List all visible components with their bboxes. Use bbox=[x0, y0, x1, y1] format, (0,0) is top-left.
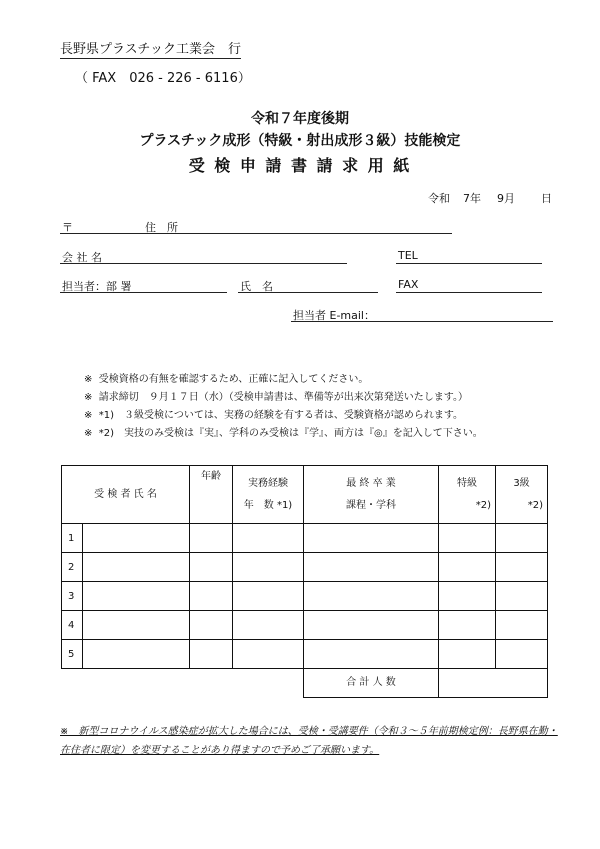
table-row bbox=[62, 611, 548, 640]
header-age: 年齢 bbox=[190, 466, 233, 524]
table-row bbox=[62, 553, 548, 582]
date-month: 9月 bbox=[497, 192, 515, 205]
experience-cell[interactable] bbox=[233, 553, 304, 582]
header-experience-top: 実務経験 bbox=[248, 477, 288, 489]
note-3-text: *1) ３級受検については、実務の経験を有する者は、受験資格が認められます。 bbox=[98, 410, 464, 421]
experience-cell[interactable] bbox=[233, 640, 304, 669]
table-row bbox=[62, 524, 548, 553]
name-cell[interactable] bbox=[83, 640, 190, 669]
note-4-text: *2) 実技のみ受検は『実』、学科のみ受検は『学』、両方は『◎』を記入して下さい。 bbox=[98, 428, 483, 439]
age-cell[interactable] bbox=[190, 640, 233, 669]
applicant-table bbox=[61, 465, 548, 698]
fax-label: FAX bbox=[398, 278, 419, 291]
name-cell[interactable] bbox=[83, 524, 190, 553]
header-grade3-bottom: *2) bbox=[527, 499, 543, 511]
title-term: 令和７年度後期 bbox=[251, 111, 349, 127]
header-special-bottom: *2) bbox=[475, 499, 491, 511]
age-cell[interactable] bbox=[190, 611, 233, 640]
row-number: 2 bbox=[62, 553, 83, 582]
row-number: 5 bbox=[62, 640, 83, 669]
note-3 bbox=[84, 406, 463, 421]
addressee-fax: （ FAX 026 - 226 - 6116） bbox=[75, 71, 251, 86]
header-grade3-top: 3級 bbox=[513, 477, 530, 489]
department-label: 担当者：部 署 bbox=[62, 280, 132, 293]
education-cell[interactable] bbox=[304, 611, 439, 640]
experience-cell[interactable] bbox=[233, 611, 304, 640]
grade3-cell[interactable] bbox=[496, 582, 548, 611]
note-4-mark: ※ bbox=[84, 428, 93, 439]
footer-note: ※ 新型コロナウイルス感染症が拡大した場合には、受検・受講要件（令和３～５年前期検定例：長野県在勤・在住者に限定）を変更することがあり得ますので予めご了承願います。 bbox=[60, 726, 558, 756]
header-education-top: 最 終 卒 業 bbox=[346, 477, 396, 489]
date-day: 日 bbox=[541, 192, 552, 205]
header-education bbox=[304, 466, 439, 524]
education-cell[interactable] bbox=[304, 640, 439, 669]
name-cell[interactable] bbox=[83, 553, 190, 582]
person-name-field[interactable] bbox=[238, 292, 378, 293]
header-applicant-name: 受 検 者 氏 名 bbox=[62, 466, 190, 524]
grade3-cell[interactable] bbox=[496, 553, 548, 582]
company-field[interactable] bbox=[60, 263, 347, 264]
postal-mark: 〒 bbox=[62, 221, 73, 234]
email-field[interactable] bbox=[291, 321, 553, 322]
age-cell[interactable] bbox=[190, 582, 233, 611]
note-1 bbox=[84, 370, 368, 385]
date-year: 7年 bbox=[463, 192, 481, 205]
note-1-mark: ※ bbox=[84, 374, 93, 385]
row-number: 4 bbox=[62, 611, 83, 640]
note-2-text: 請求締切 ９月１７日（水）（受検申請書は、準備等が出来次第発送いたします。） bbox=[98, 392, 468, 403]
table-row bbox=[62, 582, 548, 611]
person-name-label: 氏 名 bbox=[240, 280, 273, 293]
department-field[interactable] bbox=[60, 292, 227, 293]
row-number: 3 bbox=[62, 582, 83, 611]
grade3-cell[interactable] bbox=[496, 640, 548, 669]
header-special-grade bbox=[439, 466, 496, 524]
header-education-bottom: 課程・学科 bbox=[346, 499, 396, 511]
name-cell[interactable] bbox=[83, 611, 190, 640]
experience-cell[interactable] bbox=[233, 582, 304, 611]
special-cell[interactable] bbox=[439, 553, 496, 582]
total-label: 合 計 人 数 bbox=[304, 669, 439, 698]
title-form-name: 受 検 申 請 書 請 求 用 紙 bbox=[188, 156, 412, 175]
note-2-mark: ※ bbox=[84, 392, 93, 403]
note-4 bbox=[84, 424, 483, 439]
company-label: 会 社 名 bbox=[62, 251, 102, 264]
tel-label: TEL bbox=[398, 249, 418, 262]
special-cell[interactable] bbox=[439, 582, 496, 611]
address-label: 住 所 bbox=[145, 221, 178, 234]
fax-field[interactable] bbox=[396, 292, 542, 293]
tel-field[interactable] bbox=[396, 263, 542, 264]
header-special-top: 特級 bbox=[457, 477, 477, 489]
email-label: 担当者 E-mail： bbox=[293, 309, 375, 322]
education-cell[interactable] bbox=[304, 553, 439, 582]
grade3-cell[interactable] bbox=[496, 611, 548, 640]
total-spacer bbox=[62, 669, 304, 698]
row-number: 1 bbox=[62, 524, 83, 553]
education-cell[interactable] bbox=[304, 524, 439, 553]
grade3-cell[interactable] bbox=[496, 524, 548, 553]
date-era: 令和 bbox=[428, 192, 450, 205]
addressee-organization: 長野県プラスチック工業会 行 bbox=[60, 38, 241, 59]
table-row bbox=[62, 640, 548, 669]
age-cell[interactable] bbox=[190, 524, 233, 553]
address-field[interactable] bbox=[60, 233, 452, 234]
education-cell[interactable] bbox=[304, 582, 439, 611]
special-cell[interactable] bbox=[439, 524, 496, 553]
note-3-mark: ※ bbox=[84, 410, 93, 421]
note-1-text: 受検資格の有無を確認するため、正確に記入してください。 bbox=[98, 374, 369, 385]
header-experience-bottom: 年 数 *1) bbox=[243, 499, 293, 511]
header-grade3 bbox=[496, 466, 548, 524]
header-experience bbox=[233, 466, 304, 524]
title-exam: プラスチック成形（特級・射出成形３級）技能検定 bbox=[139, 133, 461, 149]
age-cell[interactable] bbox=[190, 553, 233, 582]
special-cell[interactable] bbox=[439, 611, 496, 640]
name-cell[interactable] bbox=[83, 582, 190, 611]
total-value-cell[interactable] bbox=[439, 669, 548, 698]
note-2 bbox=[84, 388, 468, 403]
experience-cell[interactable] bbox=[233, 524, 304, 553]
special-cell[interactable] bbox=[439, 640, 496, 669]
